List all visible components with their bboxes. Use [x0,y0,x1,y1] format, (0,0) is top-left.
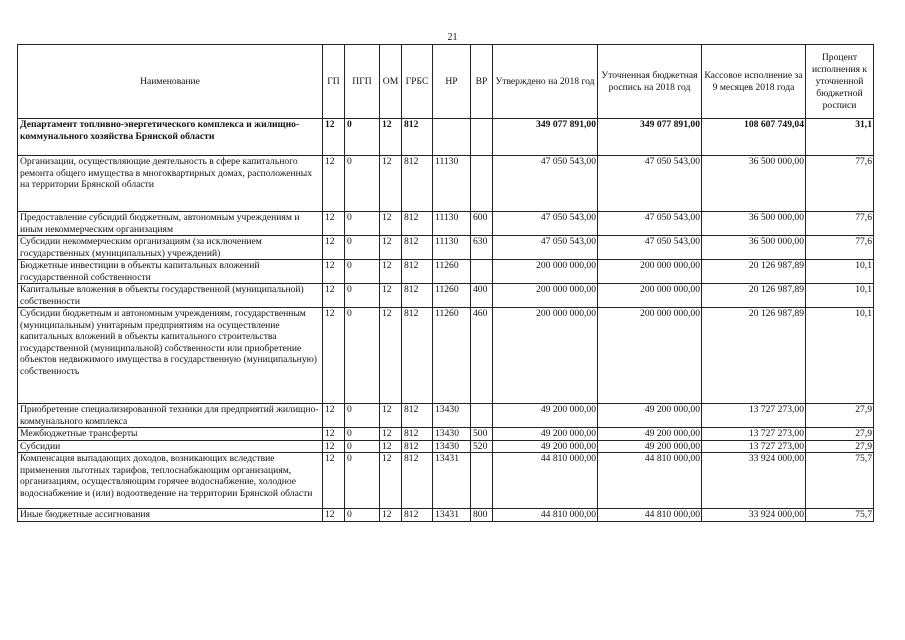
cell-percent: 75,7 [806,509,874,522]
cell-approved: 49 200 000,00 [493,428,598,441]
header-cash: Кассовое исполнение за 9 месяцев 2018 года [702,45,806,119]
cell-vr: 800 [471,509,493,522]
cell-vr: 500 [471,428,493,441]
cell-revised: 49 200 000,00 [598,428,702,441]
cell-vr [471,156,493,212]
cell-vr: 600 [471,212,493,236]
header-vr: ВР [471,45,493,119]
cell-grbs: 812 [402,284,433,308]
cell-nr: 13430 [433,440,471,453]
table-row [18,308,874,404]
table-row [18,453,874,509]
cell-revised: 44 810 000,00 [598,453,702,509]
table-row [18,156,874,212]
cell-name: Предоставление субсидий бюджетным, автономным учреждениям и иным некоммерческим организациям [18,212,323,236]
cell-pgp: 0 [345,156,380,212]
cell-grbs: 812 [402,453,433,509]
cell-revised: 49 200 000,00 [598,440,702,453]
cell-gp: 12 [323,509,345,522]
cell-approved: 47 050 543,00 [493,212,598,236]
cell-vr [471,260,493,284]
cell-om: 12 [380,440,402,453]
cell-gp: 12 [323,453,345,509]
cell-approved: 200 000 000,00 [493,308,598,404]
table-row [18,212,874,236]
cell-approved: 44 810 000,00 [493,509,598,522]
cell-vr: 630 [471,236,493,260]
table-row [18,260,874,284]
budget-table [17,44,874,522]
cell-vr [471,119,493,156]
cell-gp: 12 [323,260,345,284]
cell-approved: 349 077 891,00 [493,119,598,156]
table-row [18,440,874,453]
cell-cash: 108 607 749,04 [702,119,806,156]
cell-nr: 13431 [433,509,471,522]
cell-pgp: 0 [345,308,380,404]
cell-grbs: 812 [402,156,433,212]
cell-percent: 10,1 [806,260,874,284]
cell-percent: 27,9 [806,404,874,428]
cell-grbs: 812 [402,119,433,156]
cell-grbs: 812 [402,212,433,236]
cell-gp: 12 [323,212,345,236]
header-name: Наименование [18,45,323,119]
cell-vr: 520 [471,440,493,453]
cell-cash: 36 500 000,00 [702,212,806,236]
cell-percent: 27,9 [806,440,874,453]
cell-pgp: 0 [345,404,380,428]
header-grbs: ГРБС [402,45,433,119]
cell-nr: 11260 [433,260,471,284]
cell-approved: 200 000 000,00 [493,260,598,284]
cell-nr: 13430 [433,428,471,441]
cell-pgp: 0 [345,428,380,441]
cell-grbs: 812 [402,440,433,453]
cell-percent: 75,7 [806,453,874,509]
cell-revised: 44 810 000,00 [598,509,702,522]
cell-pgp: 0 [345,453,380,509]
table-header-row [18,45,874,119]
table-row [18,404,874,428]
cell-grbs: 812 [402,236,433,260]
cell-revised: 200 000 000,00 [598,260,702,284]
header-approved: Утверждено на 2018 год [493,45,598,119]
cell-gp: 12 [323,156,345,212]
cell-om: 12 [380,308,402,404]
cell-nr: 11130 [433,236,471,260]
table-row [18,284,874,308]
cell-cash: 33 924 000,00 [702,509,806,522]
header-revised: Уточненная бюджетная роспись на 2018 год [598,45,702,119]
cell-name: Иные бюджетные ассигнования [18,509,323,522]
cell-cash: 20 126 987,89 [702,260,806,284]
cell-om: 12 [380,284,402,308]
header-pgp: ПГП [345,45,380,119]
cell-cash: 20 126 987,89 [702,284,806,308]
cell-percent: 77,6 [806,212,874,236]
cell-gp: 12 [323,308,345,404]
cell-name: Приобретение специализированной техники для предприятий жилищно-коммунального комплекса [18,404,323,428]
cell-vr [471,453,493,509]
cell-grbs: 812 [402,404,433,428]
cell-om: 12 [380,236,402,260]
cell-revised: 47 050 543,00 [598,156,702,212]
cell-percent: 10,1 [806,284,874,308]
cell-percent: 77,6 [806,156,874,212]
page-number: 21 [447,32,458,43]
cell-percent: 27,9 [806,428,874,441]
cell-gp: 12 [323,284,345,308]
cell-approved: 200 000 000,00 [493,284,598,308]
cell-approved: 47 050 543,00 [493,156,598,212]
cell-revised: 349 077 891,00 [598,119,702,156]
budget-table-container [17,44,873,522]
cell-cash: 13 727 273,00 [702,404,806,428]
cell-percent: 77,6 [806,236,874,260]
cell-om: 12 [380,156,402,212]
cell-grbs: 812 [402,428,433,441]
cell-gp: 12 [323,440,345,453]
cell-pgp: 0 [345,260,380,284]
cell-approved: 44 810 000,00 [493,453,598,509]
table-row [18,428,874,441]
cell-pgp: 0 [345,236,380,260]
cell-cash: 33 924 000,00 [702,453,806,509]
cell-name: Компенсация выпадающих доходов, возникающих вследствие применения льготных тарифов, теплоснабжающим организациям, организациям, осуществляющим горячее водоснабжение, холодное водоснабжение и (или) водоотведение на территории Брянской области [18,453,323,509]
cell-pgp: 0 [345,119,380,156]
cell-gp: 12 [323,428,345,441]
cell-approved: 49 200 000,00 [493,404,598,428]
cell-revised: 200 000 000,00 [598,308,702,404]
cell-name: Департамент топливно-энергетического комплекса и жилищно-коммунального хозяйства Брянской области [18,119,323,156]
cell-name: Межбюджетные трансферты [18,428,323,441]
header-gp: ГП [323,45,345,119]
cell-gp: 12 [323,236,345,260]
cell-gp: 12 [323,119,345,156]
cell-nr [433,119,471,156]
cell-grbs: 812 [402,260,433,284]
cell-om: 12 [380,428,402,441]
cell-name: Субсидии бюджетным и автономным учреждениям, государственным (муниципальным) унитарным предприятиям на осуществление капитальных вложений в объекты капитального строительства государственной (муниципальной) собственности или приобретение объектов недвижимого имущества в государственную (муниципальную) собственность [18,308,323,404]
cell-vr: 400 [471,284,493,308]
cell-nr: 11260 [433,284,471,308]
cell-name: Бюджетные инвестиции в объекты капитальных вложений государственной собственности [18,260,323,284]
cell-revised: 49 200 000,00 [598,404,702,428]
cell-pgp: 0 [345,509,380,522]
cell-name: Организации, осуществляющие деятельность в сфере капитального ремонта общего имущества в многоквартирных домах, расположенных на территории Брянской области [18,156,323,212]
header-om: ОМ [380,45,402,119]
cell-percent: 10,1 [806,308,874,404]
table-row [18,236,874,260]
cell-revised: 47 050 543,00 [598,236,702,260]
cell-nr: 13430 [433,404,471,428]
cell-nr: 11130 [433,156,471,212]
cell-nr: 11260 [433,308,471,404]
cell-grbs: 812 [402,308,433,404]
cell-name: Капитальные вложения в объекты государственной (муниципальной) собственности [18,284,323,308]
cell-pgp: 0 [345,440,380,453]
cell-cash: 36 500 000,00 [702,156,806,212]
cell-approved: 49 200 000,00 [493,440,598,453]
cell-percent: 31,1 [806,119,874,156]
cell-nr: 11130 [433,212,471,236]
cell-cash: 20 126 987,89 [702,308,806,404]
cell-om: 12 [380,119,402,156]
table-row [18,509,874,522]
cell-approved: 47 050 543,00 [493,236,598,260]
cell-revised: 47 050 543,00 [598,212,702,236]
cell-pgp: 0 [345,212,380,236]
cell-om: 12 [380,404,402,428]
cell-om: 12 [380,453,402,509]
cell-grbs: 812 [402,509,433,522]
cell-vr [471,404,493,428]
cell-vr: 460 [471,308,493,404]
cell-name: Субсидии некоммерческим организациям (за исключением государственных (муниципальных) учреждений) [18,236,323,260]
table-row [18,119,874,156]
cell-cash: 13 727 273,00 [702,428,806,441]
cell-cash: 36 500 000,00 [702,236,806,260]
cell-cash: 13 727 273,00 [702,440,806,453]
header-percent: Процент исполнения к уточненной бюджетной росписи [806,45,874,119]
cell-gp: 12 [323,404,345,428]
table-body [18,119,874,522]
cell-pgp: 0 [345,284,380,308]
cell-nr: 13431 [433,453,471,509]
cell-revised: 200 000 000,00 [598,284,702,308]
header-nr: НР [433,45,471,119]
cell-om: 12 [380,509,402,522]
cell-om: 12 [380,212,402,236]
cell-om: 12 [380,260,402,284]
cell-name: Субсидии [18,440,323,453]
